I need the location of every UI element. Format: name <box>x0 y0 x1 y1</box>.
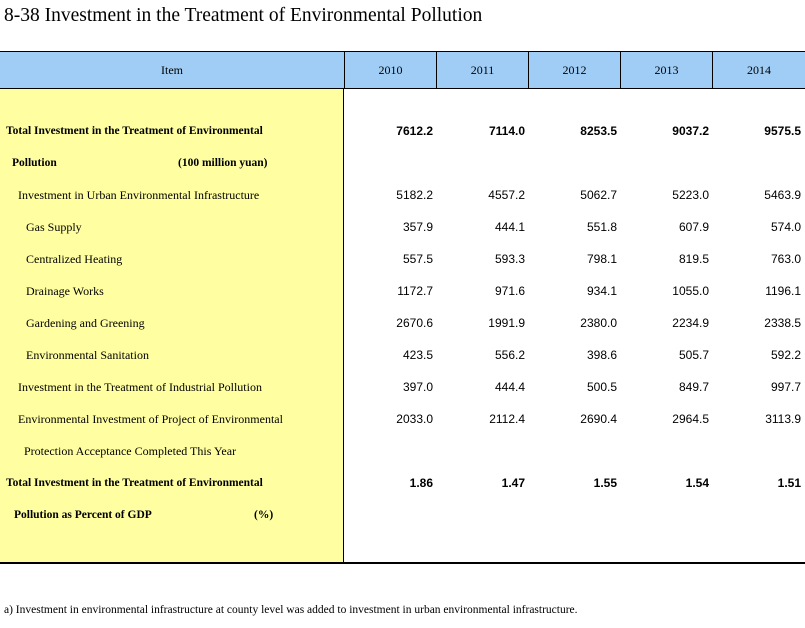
cell-value: 423.5 <box>402 348 433 362</box>
table-bottom-rule <box>0 562 805 564</box>
table-row <box>0 243 805 275</box>
cell-value: 593.3 <box>494 252 525 266</box>
row-label: Investment in Urban Environmental Infrastructure <box>18 188 260 202</box>
cell-value: 7612.2 <box>396 124 433 138</box>
row-label: Investment in the Treatment of Industrial Pollution <box>18 380 262 394</box>
cell-value: 557.5 <box>402 252 433 266</box>
cell-value: 574.0 <box>770 220 801 234</box>
cell-value: 2033.0 <box>396 412 433 426</box>
cell-value: 934.1 <box>586 284 617 298</box>
cell-value: 5062.7 <box>580 188 617 202</box>
table-row <box>0 339 805 371</box>
row-label: Drainage Works <box>26 284 104 298</box>
row-label: Environmental Sanitation <box>26 348 149 362</box>
cell-value: 398.6 <box>586 348 617 362</box>
cell-value: 798.1 <box>586 252 617 266</box>
cell-value: 5223.0 <box>672 188 709 202</box>
footnote: a) Investment in environmental infrastructure at county level was added to investment in urban environmental infrastructure. <box>4 604 578 616</box>
cell-value: 971.6 <box>494 284 525 298</box>
cell-value: 607.9 <box>678 220 709 234</box>
cell-value: 2380.0 <box>580 316 617 330</box>
cell-value: 1.47 <box>501 476 525 490</box>
table-row <box>0 211 805 243</box>
row-label: Gardening and Greening <box>26 316 145 330</box>
cell-value: 2234.9 <box>672 316 709 330</box>
cell-value: 500.5 <box>586 380 617 394</box>
cell-value: 397.0 <box>402 380 433 394</box>
row-label: Gas Supply <box>26 220 82 234</box>
cell-value: 551.8 <box>586 220 617 234</box>
cell-value: 5463.9 <box>764 188 801 202</box>
table-row <box>0 179 805 211</box>
cell-value: 1.55 <box>593 476 617 490</box>
cell-value: 9575.5 <box>764 124 801 138</box>
cell-value: 763.0 <box>770 252 801 266</box>
cell-value: 4557.2 <box>488 188 525 202</box>
cell-value: 997.7 <box>770 380 801 394</box>
table-row-continuation <box>0 499 805 531</box>
header-year-2010: 2010 <box>344 52 436 88</box>
table-row <box>0 307 805 339</box>
cell-value: 7114.0 <box>488 124 525 138</box>
row-label: Environmental Investment of Project of Environmental <box>18 412 283 426</box>
cell-value: 1055.0 <box>672 284 709 298</box>
cell-value: 3113.9 <box>765 412 801 426</box>
cell-value: 2670.6 <box>396 316 433 330</box>
table-row <box>0 467 805 499</box>
table-row-continuation <box>0 435 805 467</box>
cell-value: 2964.5 <box>672 412 709 426</box>
table-row <box>0 403 805 435</box>
cell-value: 2338.5 <box>764 316 801 330</box>
row-label-continued: Protection Acceptance Completed This Year <box>24 444 237 458</box>
row-label: Centralized Heating <box>26 252 123 266</box>
row-label-continued: Pollution <box>12 157 57 169</box>
row-label-continued: Pollution as Percent of GDP <box>14 509 152 521</box>
cell-value: 2690.4 <box>580 412 617 426</box>
table-row <box>0 275 805 307</box>
cell-value: 849.7 <box>678 380 709 394</box>
header-year-2013: 2013 <box>620 52 712 88</box>
table-row-continuation <box>0 147 805 179</box>
cell-value: 444.1 <box>494 220 525 234</box>
cell-value: 1991.9 <box>488 316 525 330</box>
cell-value: 8253.5 <box>580 124 617 138</box>
cell-value: 1196.1 <box>765 284 801 298</box>
table-title: 8-38 Investment in the Treatment of Environmental Pollution <box>4 5 483 26</box>
cell-value: 556.2 <box>494 348 525 362</box>
row-label: Total Investment in the Treatment of Environmental <box>6 477 263 489</box>
cell-value: 5182.2 <box>396 188 433 202</box>
cell-value: 1.86 <box>409 476 433 490</box>
cell-value: 357.9 <box>402 220 433 234</box>
cell-value: 9037.2 <box>672 124 709 138</box>
unit-label: (%) <box>254 509 274 521</box>
cell-value: 819.5 <box>678 252 709 266</box>
header-item: Item <box>161 62 183 77</box>
table-row <box>0 371 805 403</box>
cell-value: 2112.4 <box>489 412 525 426</box>
header-year-2011: 2011 <box>436 52 528 88</box>
cell-value: 505.7 <box>678 348 709 362</box>
cell-value: 444.4 <box>494 380 525 394</box>
cell-value: 592.2 <box>770 348 801 362</box>
row-label: Total Investment in the Treatment of Environmental <box>6 125 263 137</box>
table-header <box>0 51 805 89</box>
cell-value: 1.54 <box>685 476 709 490</box>
header-year-2014: 2014 <box>712 52 805 88</box>
cell-value: 1172.7 <box>397 284 433 298</box>
data-table <box>0 51 805 563</box>
unit-label: (100 million yuan) <box>178 157 268 169</box>
header-year-2012: 2012 <box>528 52 620 88</box>
cell-value: 1.51 <box>777 476 801 490</box>
table-row <box>0 115 805 147</box>
